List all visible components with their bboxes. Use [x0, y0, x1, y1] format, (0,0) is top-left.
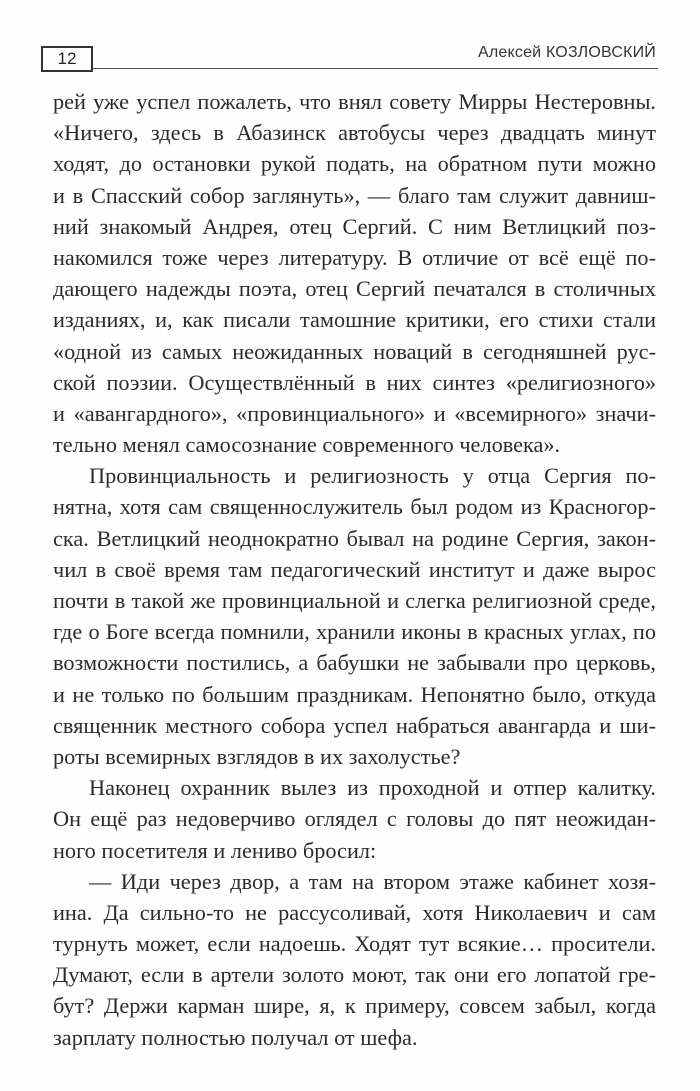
text-line: накомился тоже через литературу. В отличие от всё ещё по- [53, 244, 656, 270]
text-line: возможности постились, а бабушки не забывали про церковь, [53, 650, 656, 676]
text-line: ска. Ветлицкий неоднократно бывал на родине Сергия, закон- [53, 525, 656, 551]
text-line: священник местного собора успел набраться авангарда и ши- [53, 712, 656, 738]
header-rule [93, 68, 658, 69]
body-text [53, 86, 656, 1053]
page-number: 12 [41, 46, 93, 72]
text-line: нятна, хотя сам священнослужитель был родом из Красногор- [53, 494, 656, 520]
text-line: «одной из самых неожиданных новаций в сегодняшней рус- [53, 338, 656, 364]
text-line: и «авангардного», «провинциального» и «всемирного» значи- [53, 400, 656, 426]
text-line: — Иди через двор, а там на втором этаже кабинет хозя- [89, 868, 656, 894]
text-line: тельно менял самосознание современного человека». [53, 432, 561, 458]
text-line: ного посетителя и лениво бросил: [53, 837, 377, 863]
text-line: ской поэзии. Осуществлённый в них синтез «религиозного» [53, 369, 656, 395]
text-line: ний знакомый Андрея, отец Сергий. С ним Ветлицкий поз- [53, 213, 656, 239]
text-line: рей уже успел пожалеть, что внял совету Мирры Нестеровны. [53, 89, 656, 114]
text-line: турнуть может, если надоешь. Ходят тут всякие… просители. [53, 931, 656, 957]
text-line: дающего надежды поэта, отец Сергий печатался в столичных [53, 276, 656, 302]
text-line: Провинциальность и религиозность у отца Сергия по- [89, 463, 656, 489]
text-line: чил в своё время там педагогический институт и даже вырос [53, 556, 656, 582]
text-line: ина. Да сильно-то не рассусоливай, хотя Николаевич и сам [53, 899, 656, 925]
text-line: и в Спасский собор заглянуть», — благо там служит давниш- [53, 182, 656, 208]
text-line: и не только по большим праздникам. Непонятно было, откуда [53, 681, 656, 707]
text-line: роты всемирных взглядов в их захолустье? [53, 743, 461, 769]
text-line: почти в такой же провинциальной и слегка религиозной среде, [53, 588, 656, 613]
text-line: «Ничего, здесь в Абазинск автобусы через двадцать минут [53, 120, 656, 146]
text-line: ходят, до остановки рукой подать, на обратном пути можно [53, 151, 656, 177]
text-line: Наконец охранник вылез из проходной и отпер калитку. [89, 775, 656, 801]
text-line: Он ещё раз недоверчиво оглядел с головы до пят неожидан- [53, 806, 656, 832]
text-line: бут? Держи карман шире, я, к примеру, совсем забыл, когда [53, 993, 656, 1019]
text-line: изданиях, и, как писали тамошние критики, его стихи стали [53, 307, 656, 333]
text-line: Думают, если в артели золото моют, так они его лопатой гре- [53, 962, 656, 988]
running-head: Алексей КОЗЛОВСКИЙ [478, 44, 656, 61]
text-line: где о Боге всегда помнили, хранили иконы в красных углах, по [53, 619, 656, 645]
text-line: зарплату полностью получал от шефа. [53, 1024, 418, 1050]
